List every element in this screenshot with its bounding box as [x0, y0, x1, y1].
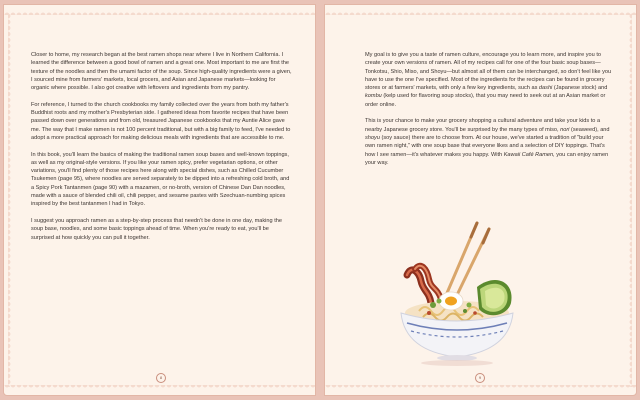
italic-term-kombu: kombu: [365, 93, 382, 100]
text-run: This is your chance to make your grocery shopping a cultural adventure and take your kids to a nearby Japanese grocery store. You'll be surprised by the many types of miso,: [365, 118, 601, 133]
paragraph: Closer to home, my research began at the best ramen shops near where I live in Northern California. I learned the difference between a good bowl of ramen and a great one. Most important to me are first the texture of the noodles and then the umami factor of the soup. Since high-quality ingredients were a given, I sourced mine from farmers' markets, local grocers, and Asian and Japanese markets—looking for organic where possible. I also got creative with leftovers and ingredients from my pantry.: [31, 52, 292, 92]
italic-term-dashi: dashi: [538, 85, 553, 92]
text-run: (Japanese stock) and: [552, 85, 608, 92]
italic-term-shoyu: shoyu: [365, 134, 380, 141]
egg-icon: [439, 292, 463, 310]
bottom-scallop-border: [325, 385, 636, 391]
right-page-text: [365, 51, 615, 175]
bowl-icon: [401, 313, 513, 366]
side-scallop-border: [626, 13, 632, 387]
paragraph: [365, 117, 615, 167]
paragraph: In this book, you'll learn the basics of making the traditional ramen soup bases and well-known toppings, as well as my original-style versions. If you like your ramen spicy, prefer vegetarian options, or other variations, you'll find plenty of those recipes here along with special dishes, such as Chilled Cucumber Tsukemen (page 95), where noodles are served separately to be dipped into a refreshing cold broth, and a Spicy Pork Tantanmen (page 90) with a mazamen, or no-broth, version of Chinese Dan Dan noodles, made with a sauce of blended chili oil, chili pepper, and sesame pastes with Szechuan-numbing spices inspired by the best tantanmen I had in Tokyo.: [31, 151, 290, 208]
text-run: (seaweed), and: [569, 126, 610, 133]
ramen-bowl-illustration: [385, 221, 535, 371]
top-scallop-border: [4, 9, 315, 15]
italic-book-title: Kawaii Café Ramen,: [503, 151, 555, 158]
paragraph: For reference, I turned to the church cookbooks my family collected over the years from both my father's Buddhist roots and my mother's Presbyterian side. I gathered ideas from favorite recipes that have been passed down over generations and from old, treasured Japanese cookbooks that my Auntie Alice gave me. The way that I make ramen is not 100 percent traditional, but with a big family to feed, I've needed to adopt a more practical approach for making delicious meals with ingredients that are accessible to me.: [31, 101, 291, 141]
top-scallop-border: [325, 9, 636, 15]
italic-term-nori: nori: [560, 126, 570, 133]
text-run: you can enjoy ramen your way.: [365, 151, 609, 166]
paragraph: I suggest you approach ramen as a step-by-step process that needn't be done in one day, making the soup base, noodles, and some basic toppings ahead of time. When you're ready to eat, you'll be surprised at how quickly you can pull it together.: [31, 217, 282, 241]
bottom-scallop-border: [4, 385, 315, 391]
left-page: [3, 4, 316, 396]
page-number: 9: [475, 373, 485, 383]
left-page-text: [31, 51, 293, 250]
text-run: My goal is to give you a taste of ramen culture, encourage you to learn more, and inspire you to create your own versions of ramen. All of my recipes call for one of the four basic soup bases—Tonkotsu, Shio, Miso, and Shoyu—but almost all of them can be interchanged, so don't feel like you have to use the one I've specified. Most of the ingredients for the recipes can be found in grocery stores or at farmers' markets, with only a few key ingredients, such as: [365, 52, 612, 92]
paragraph: [365, 51, 615, 109]
avocado-icon: [477, 280, 512, 315]
side-scallop-border: [8, 13, 14, 387]
right-page: [324, 4, 637, 396]
text-run: (kelp used for flavoring soup stocks), that you may need to seek out at an Asian market or order online.: [365, 93, 606, 108]
text-run: (soy sauce) there are to choose from. At our house, we've started a tradition of "build your own ramen night," with one soup base that everyone likes and a selection of DIY toppings. That's how I see ramen—it's whatever makes you happy. With: [365, 134, 605, 158]
bacon-icon: [407, 266, 441, 303]
page-number: 8: [156, 373, 166, 383]
